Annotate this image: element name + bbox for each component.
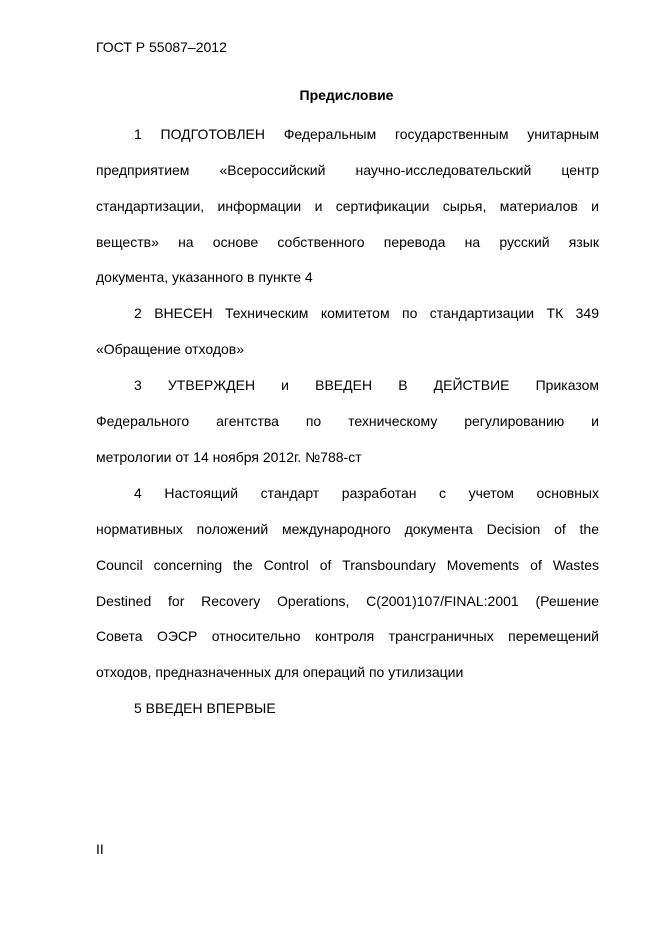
document-header: ГОСТ Р 55087–2012 [96,39,227,55]
text-line: Федерального агентства по техническому регулированию и [96,413,599,429]
page-title: Предисловие [299,87,394,103]
text-line: 4 Настоящий стандарт разработан с учетом основных [134,485,599,501]
text-line: документа, указанного в пункте 4 [96,269,313,285]
text-line: «Обращение отходов» [96,341,245,357]
text-line: Council concerning the Control of Transboundary Movements of Wastes [96,557,599,573]
text-line: веществ» на основе собственного перевода на русский язык [96,234,599,250]
text-line: 5 ВВЕДЕН ВПЕРВЫЕ [134,700,276,716]
text-line: метрологии от 14 ноября 2012г. №788-ст [96,449,362,465]
text-line: предприятием «Всероссийский научно-исследовательский центр [96,162,599,178]
text-line: отходов, предназначенных для операций по утилизации [96,664,464,680]
text-line: стандартизации, информации и сертификации сырья, материалов и [96,198,599,214]
page-number: II [96,841,104,857]
text-line: Destined for Recovery Operations, C(2001)107/FINAL:2001 (Решение [96,593,599,609]
text-line: 2 ВНЕСЕН Техническим комитетом по стандартизации ТК 349 [134,305,599,321]
text-line: Совета ОЭСР относительно контроля трансграничных перемещений [96,628,599,644]
text-line: 1 ПОДГОТОВЛЕН Федеральным государственным унитарным [134,126,599,142]
text-line: нормативных положений международного документа Decision of the [96,521,599,537]
text-line: 3 УТВЕРЖДЕН и ВВЕДЕН В ДЕЙСТВИЕ Приказом [134,377,599,393]
